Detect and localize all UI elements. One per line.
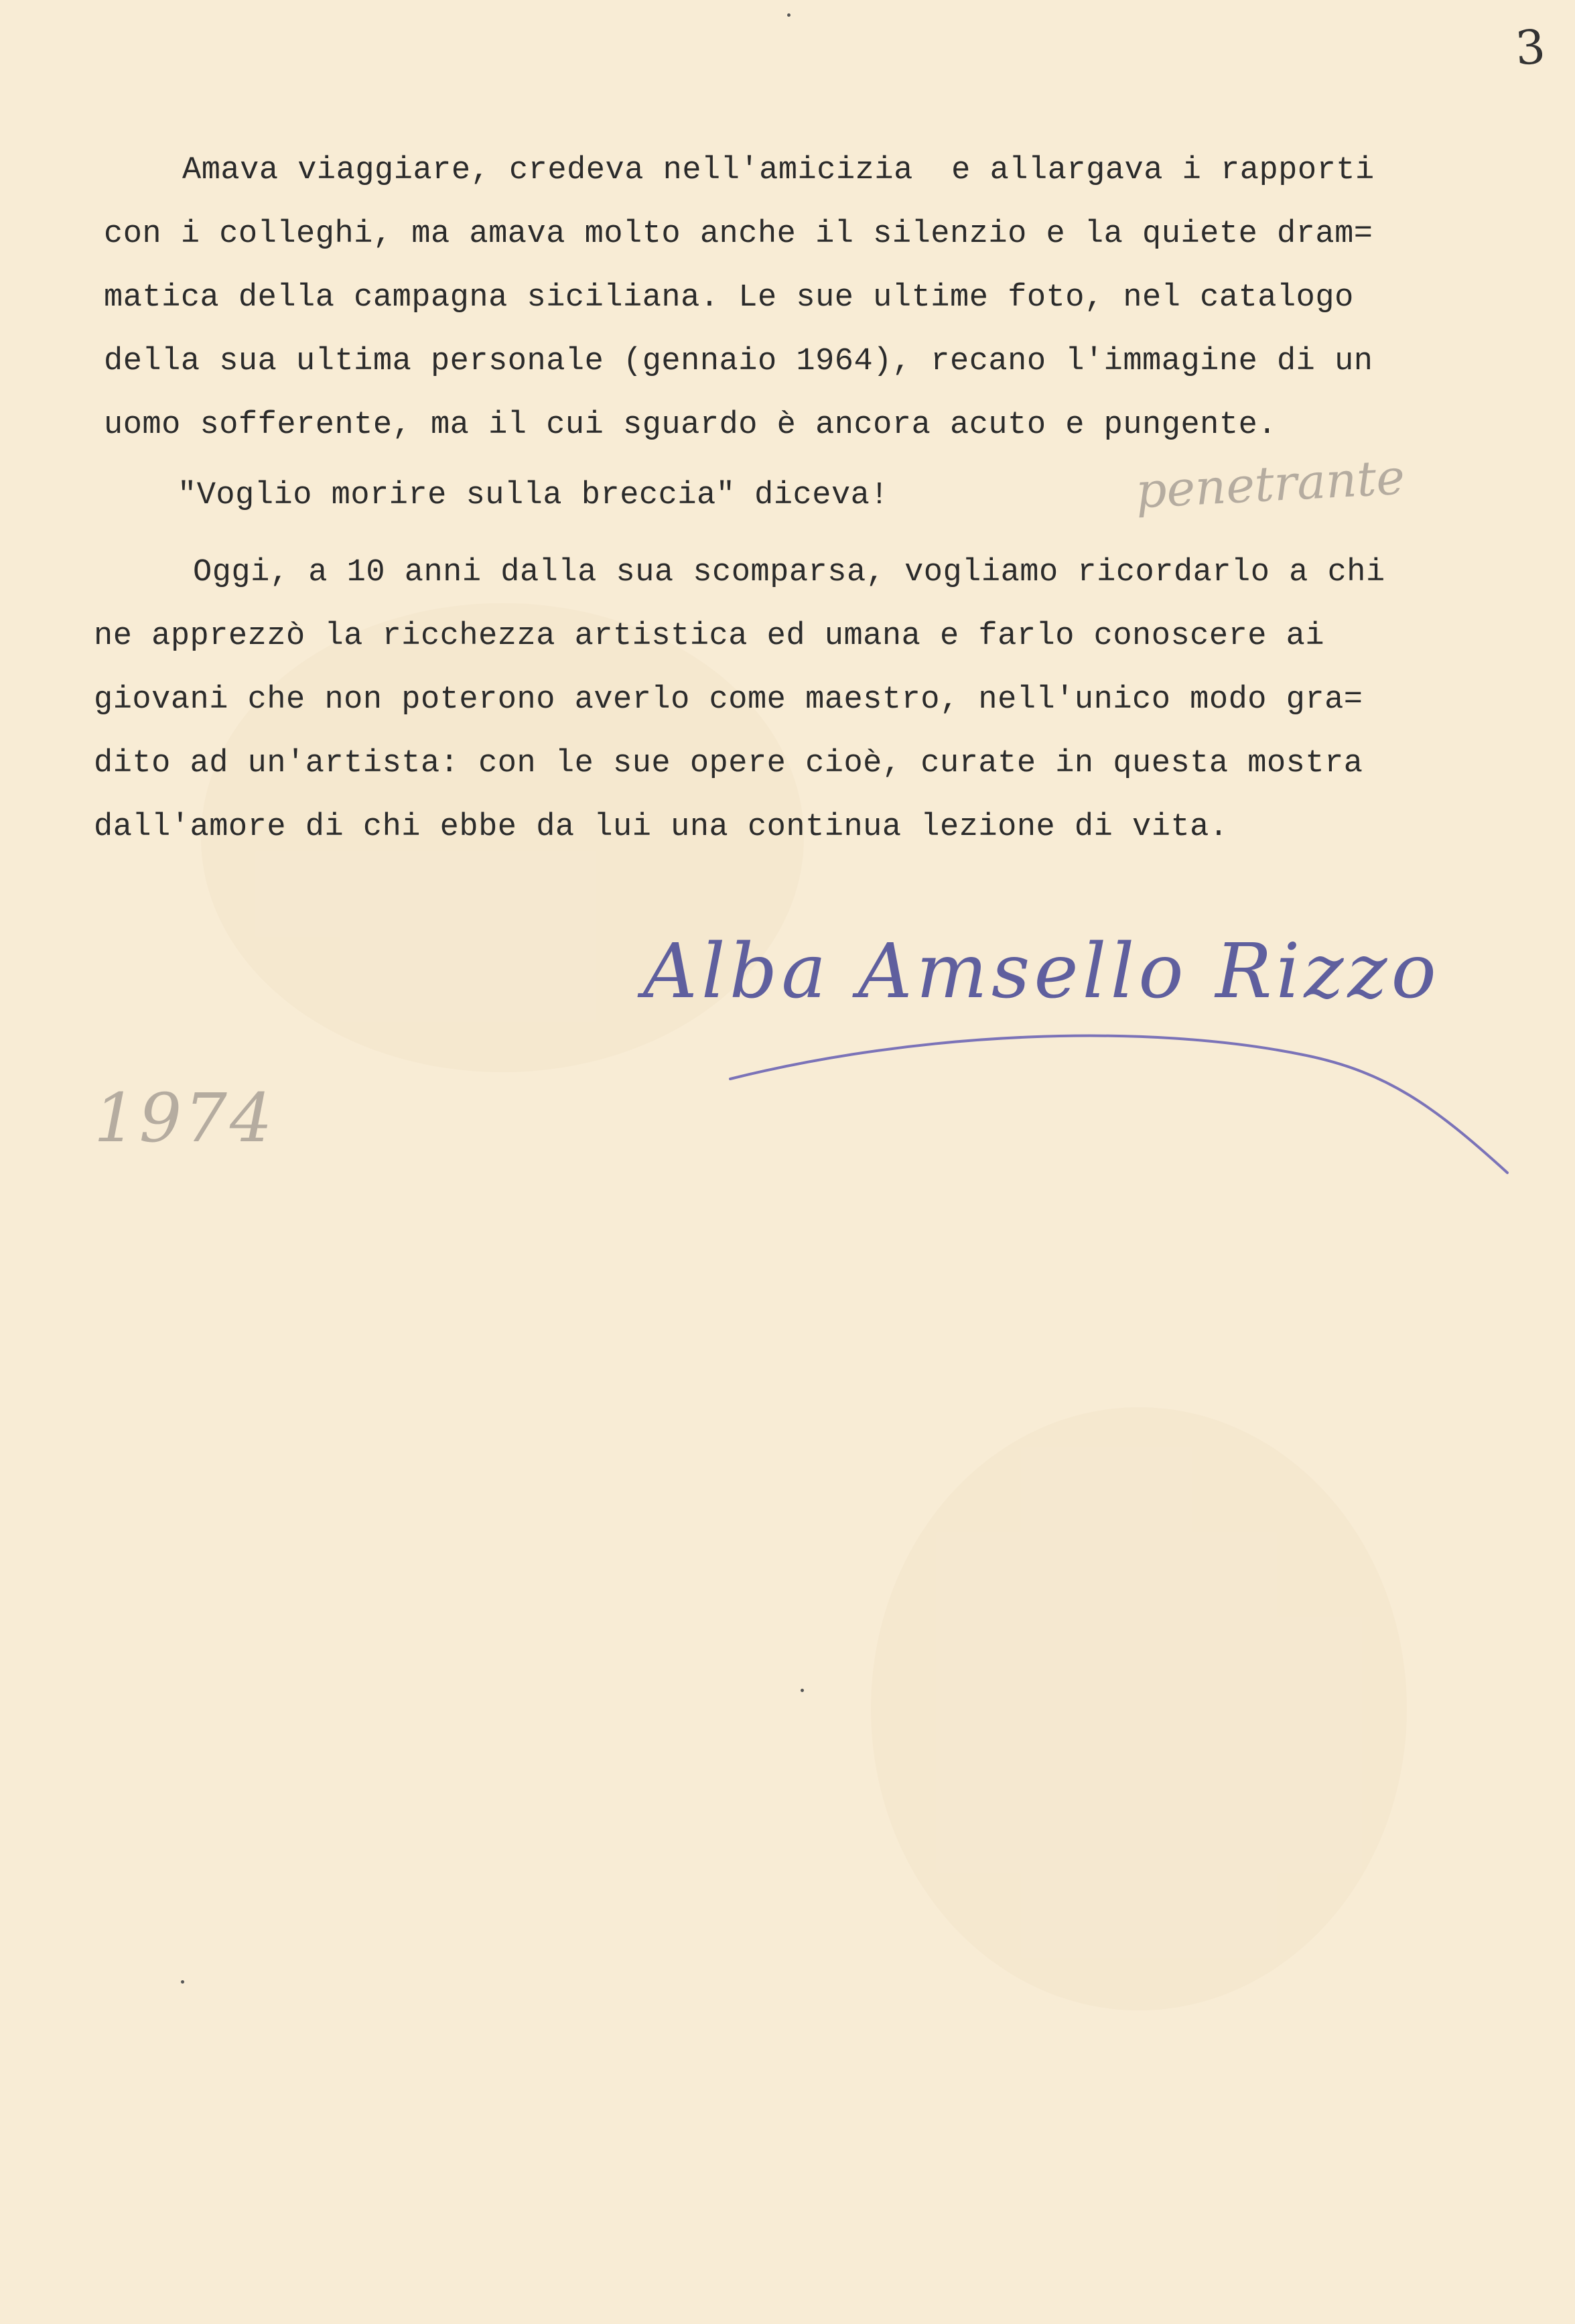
- signature: Alba Amsello Rizzo: [643, 928, 1440, 1015]
- text-line: dito ad un'artista: con le sue opere cioè, curate in questa mostra: [94, 746, 1363, 781]
- paper-speck: [181, 1980, 184, 1984]
- text-line: Oggi, a 10 anni dalla sua scomparsa, vogliamo ricordarlo a chi: [193, 555, 1385, 590]
- text-line: Amava viaggiare, credeva nell'amicizia e allargava i rapporti: [182, 153, 1375, 188]
- signature-underline: [636, 911, 1521, 1193]
- text-line: giovani che non poterono averlo come maestro, nell'unico modo gra=: [94, 682, 1363, 718]
- text-line: matica della campagna siciliana. Le sue ultime foto, nel catalogo: [104, 280, 1354, 316]
- text-line: uomo sofferente, ma il cui sguardo è ancora acuto e pungente.: [104, 407, 1277, 443]
- text-line: ne apprezzò la ricchezza artistica ed umana e farlo conoscere ai: [94, 619, 1325, 654]
- text-line: della sua ultima personale (gennaio 1964), recano l'immagine di un: [104, 344, 1373, 379]
- text-line: con i colleghi, ma amava molto anche il silenzio e la quiete dram=: [104, 216, 1373, 252]
- text-line: dall'amore di chi ebbe da lui una continua lezione di vita.: [94, 810, 1229, 845]
- pencil-year: 1974: [94, 1079, 275, 1157]
- paper-speck: [787, 13, 791, 17]
- paper-stain: [871, 1407, 1407, 2010]
- text-line: "Voglio morire sulla breccia" diceva!: [178, 478, 890, 513]
- paper-speck: [801, 1689, 804, 1692]
- page-number: 3: [1513, 19, 1548, 76]
- pencil-annotation: penetrante: [1134, 448, 1406, 519]
